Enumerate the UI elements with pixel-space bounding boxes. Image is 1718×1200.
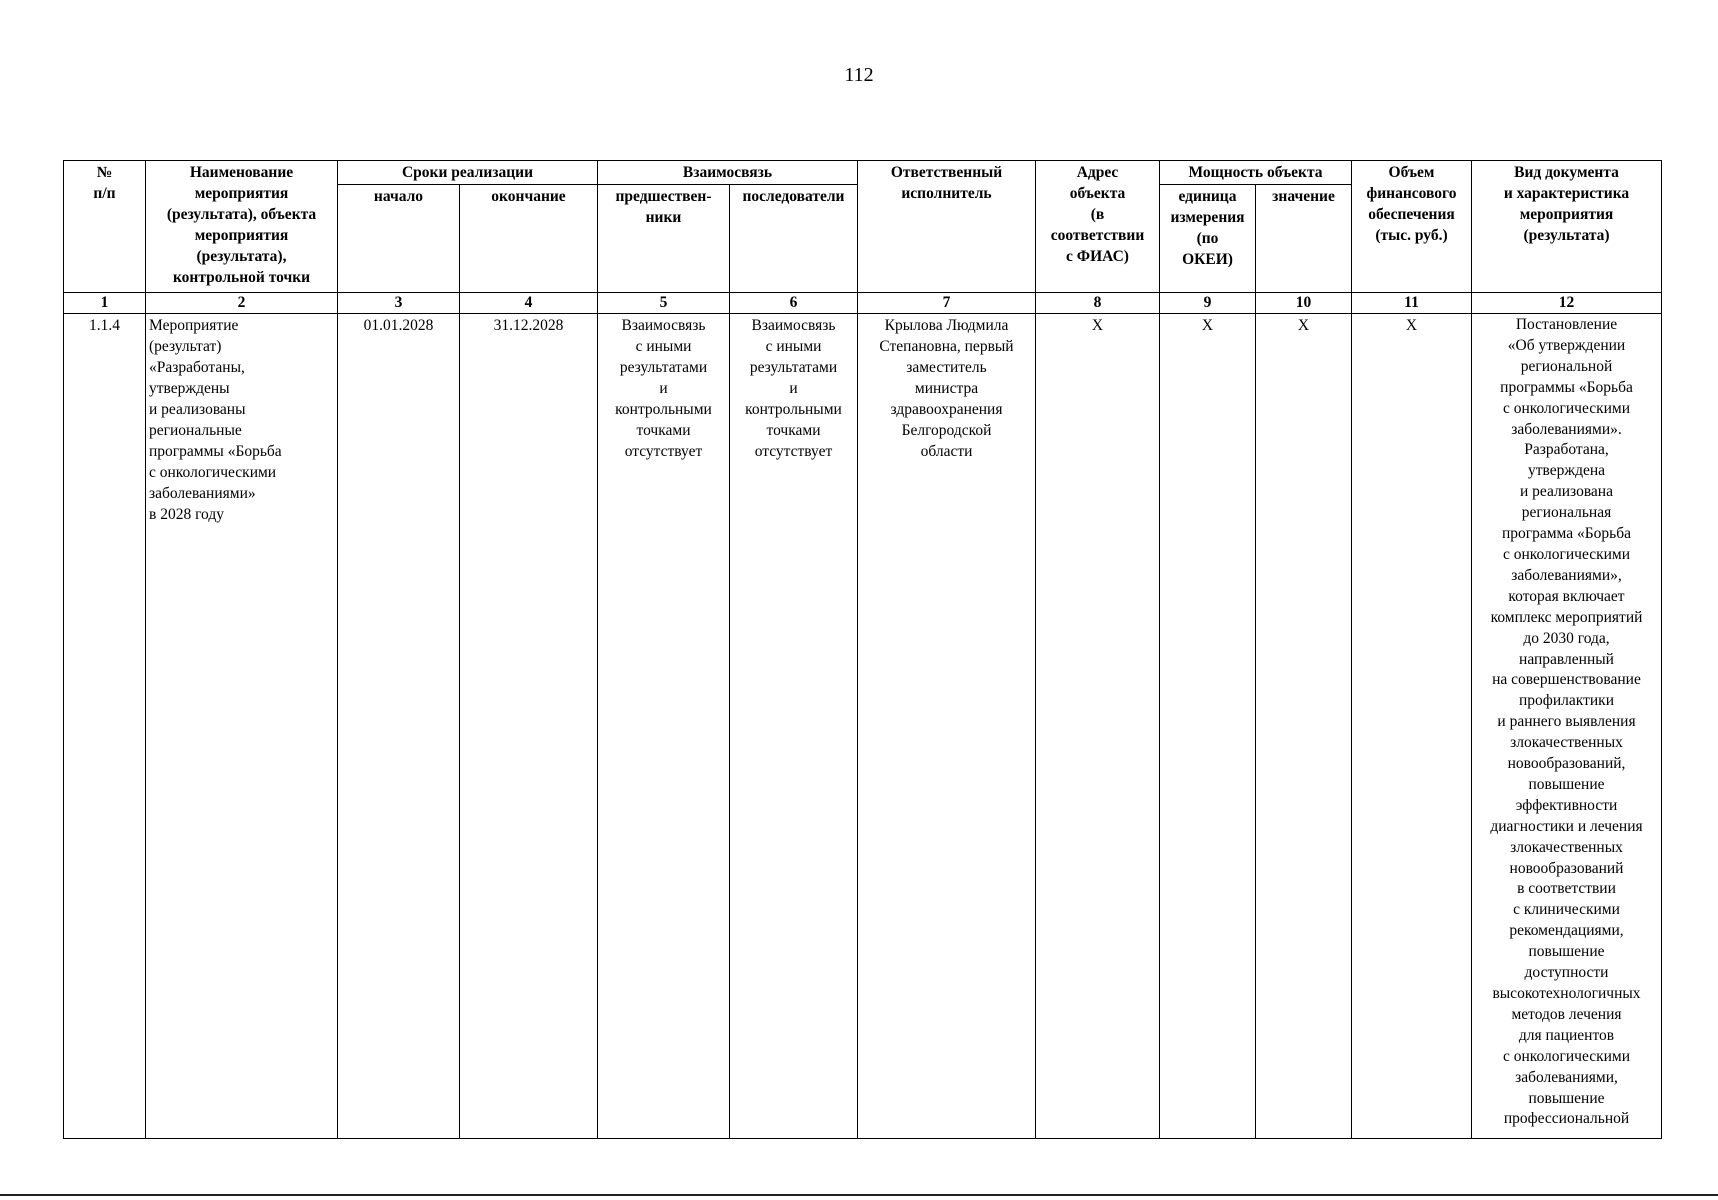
page-edge-line: [0, 1194, 1718, 1196]
row-address: Х: [1036, 314, 1160, 1139]
header-end: окончание: [460, 185, 598, 293]
column-number: 5: [598, 293, 730, 314]
header-group-capacity: Мощность объекта: [1160, 161, 1352, 185]
row-end-date: 31.12.2028: [460, 314, 598, 1139]
row-successors: Взаимосвязь с иными результатами и контрольными точками отсутствует: [730, 314, 858, 1139]
column-number: 2: [146, 293, 338, 314]
row-start-date: 01.01.2028: [338, 314, 460, 1139]
table-row: [64, 314, 1662, 1139]
column-number: 3: [338, 293, 460, 314]
row-value: Х: [1256, 314, 1352, 1139]
column-number: 6: [730, 293, 858, 314]
header-executor: Ответственный исполнитель: [858, 161, 1036, 293]
page-number: 112: [844, 64, 874, 86]
column-number: 10: [1256, 293, 1352, 314]
column-number: 1: [64, 293, 146, 314]
column-number: 8: [1036, 293, 1160, 314]
header-successors: последователи: [730, 185, 858, 293]
column-number: 12: [1472, 293, 1662, 314]
measures-table: [63, 160, 1662, 1139]
column-number: 9: [1160, 293, 1256, 314]
header-start: начало: [338, 185, 460, 293]
header-unit: единица измерения (по ОКЕИ): [1160, 185, 1256, 293]
header-value: значение: [1256, 185, 1352, 293]
row-name: Мероприятие (результат) «Разработаны, утверждены и реализованы региональные программы «Борьба с онкологическими заболеваниями» в 2028 году: [146, 314, 338, 1139]
row-document: Постановление «Об утверждении региональной программы «Борьба с онкологическими заболеваниями». Разработана, утверждена и реализована региональная программа «Борьба с онкологическими заболеваниями», которая включает комплекс мероприятий до 2030 года, направленный на совершенствование профилактики и раннего выявления злокачественных новообразований, повышение эффективности диагностики и лечения злокачественных новообразований в соответствии с клиническими рекомендациями, повышение доступности высокотехнологичных методов лечения для пациентов с онкологическими заболеваниями, повышение профессиональной: [1472, 314, 1662, 1139]
header-num: № п/п: [64, 161, 146, 293]
row-predecessors: Взаимосвязь с иными результатами и контрольными точками отсутствует: [598, 314, 730, 1139]
row-executor: Крылова Людмила Степановна, первый заместитель министра здравоохранения Белгородской области: [858, 314, 1036, 1139]
header-finance: Объем финансового обеспечения (тыс. руб.): [1352, 161, 1472, 293]
row-unit: Х: [1160, 314, 1256, 1139]
header-name: Наименование мероприятия (результата), объекта мероприятия (результата), контрольной точки: [146, 161, 338, 293]
column-number: 4: [460, 293, 598, 314]
header-document: Вид документа и характеристика мероприятия (результата): [1472, 161, 1662, 293]
header-row-top: [64, 161, 1662, 185]
row-finance: Х: [1352, 314, 1472, 1139]
column-number: 11: [1352, 293, 1472, 314]
header-group-terms: Сроки реализации: [338, 161, 598, 185]
header-group-links: Взаимосвязь: [598, 161, 858, 185]
column-numbers-row: [64, 293, 1662, 314]
column-number: 7: [858, 293, 1036, 314]
row-num: 1.1.4: [64, 314, 146, 1139]
header-predecessors: предшествен- ники: [598, 185, 730, 293]
header-address: Адрес объекта (в соответствии с ФИАС): [1036, 161, 1160, 293]
